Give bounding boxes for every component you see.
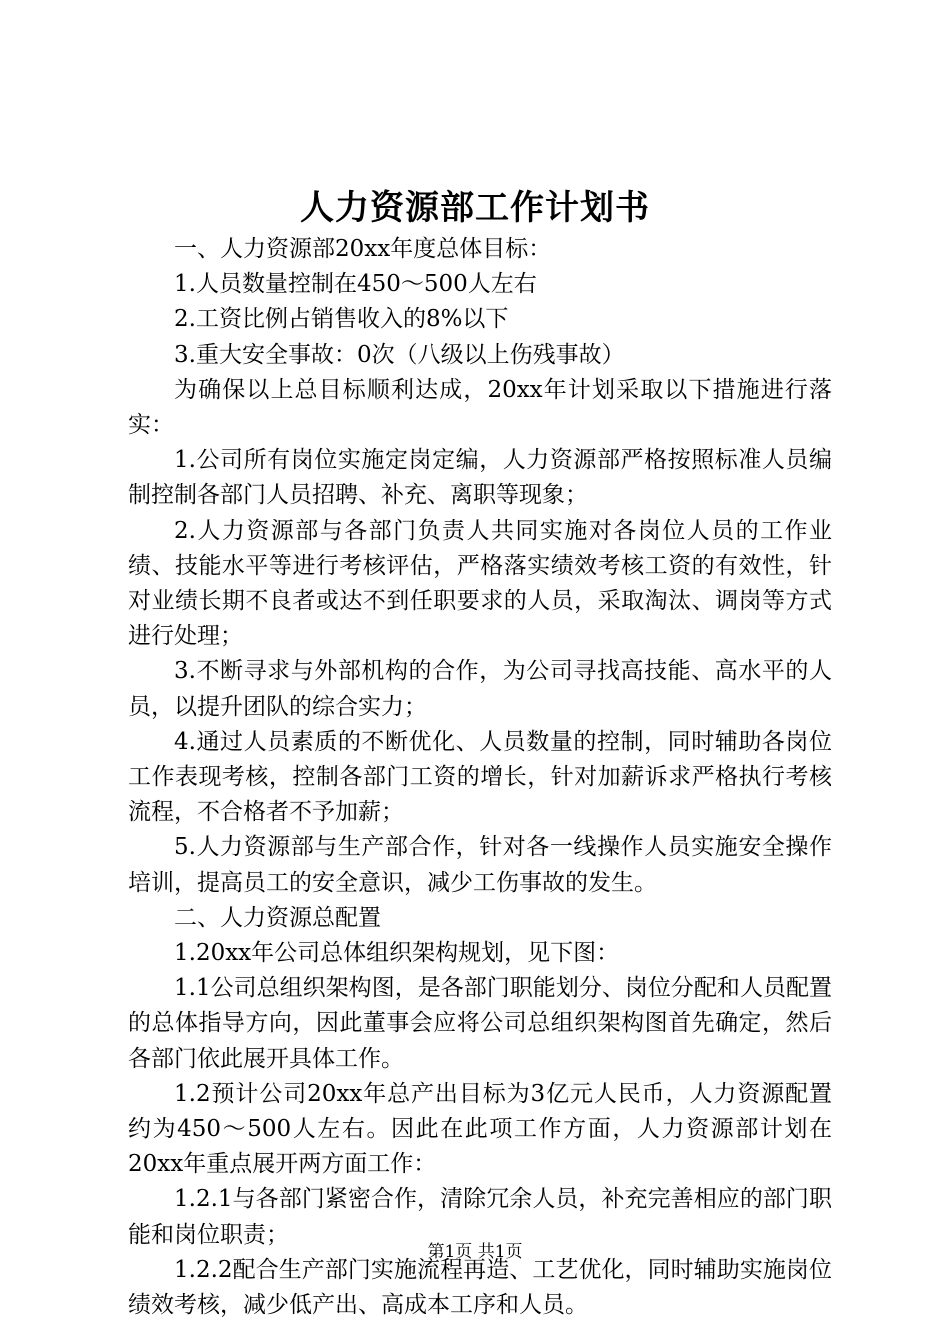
document-title: 人力资源部工作计划书 [300,188,650,228]
paragraph-section-1-heading: 一、人力资源部20xx年度总体目标： [174,236,552,262]
paragraph-output-target: 1.2预计公司20xx年总产出目标为3亿元人民币，人力资源配置约为450～500人左右。因此在此项工作方面，人力资源部计划在20xx年重点展开两方面工作： [128,1080,832,1178]
paragraph-goal-2: 2.工资比例占销售收入的8%以下 [174,306,509,333]
paragraph-measure-3: 3.不断寻求与外部机构的合作，为公司寻找高技能、高水平的人员，以提升团队的综合实力； [128,658,832,720]
paragraph-org-plan: 1.20xx年公司总体组织架构规划，见下图： [174,940,620,967]
paragraph-measure-4: 4.通过人员素质的不断优化、人员数量的控制，同时辅助各岗位工作表现考核，控制各部门工资的增长，针对加薪诉求严格执行考核流程，不合格者不予加薪； [128,728,832,826]
paragraph-measure-1: 1.公司所有岗位实施定岗定编，人力资源部严格按照标准人员编制控制各部门人员招聘、补充、离职等现象； [128,447,832,509]
paragraph-measure-2: 2.人力资源部与各部门负责人共同实施对各岗位人员的工作业绩、技能水平等进行考核评估，严格落实绩效考核工资的有效性，针对业绩长期不良者或达不到任职要求的人员，采取淘汰、调岗等方式进行处理； [128,517,832,650]
paragraph-measures-intro: 为确保以上总目标顺利达成，20xx年计划采取以下措施进行落实： [128,376,832,439]
document-body [128,232,832,1323]
paragraph-task-2: 1.2.2配合生产部门实施流程再造、工艺优化，同时辅助实施岗位绩效考核，减少低产出、高成本工序和人员。 [128,1256,832,1319]
paragraph-measure-5: 5.人力资源部与生产部合作，针对各一线操作人员实施安全操作培训，提高员工的安全意识，减少工伤事故的发生。 [128,834,832,896]
paragraph-section-2-heading: 二、人力资源总配置 [174,904,381,931]
page-footer: 第1页 共1页 [427,1242,523,1262]
paragraph-goal-3: 3.重大安全事故：0次（八级以上伤残事故） [174,341,625,368]
paragraph-task-1: 1.2.1与各部门紧密合作，清除冗余人员，补充完善相应的部门职能和岗位职责； [128,1186,832,1248]
paragraph-goal-1: 1.人员数量控制在450～500人左右 [174,271,537,298]
paragraph-org-chart: 1.1公司总组织架构图，是各部门职能划分、岗位分配和人员配置的总体指导方向，因此董事会应将公司总组织架构图首先确定，然后各部门依此展开具体工作。 [128,975,832,1072]
